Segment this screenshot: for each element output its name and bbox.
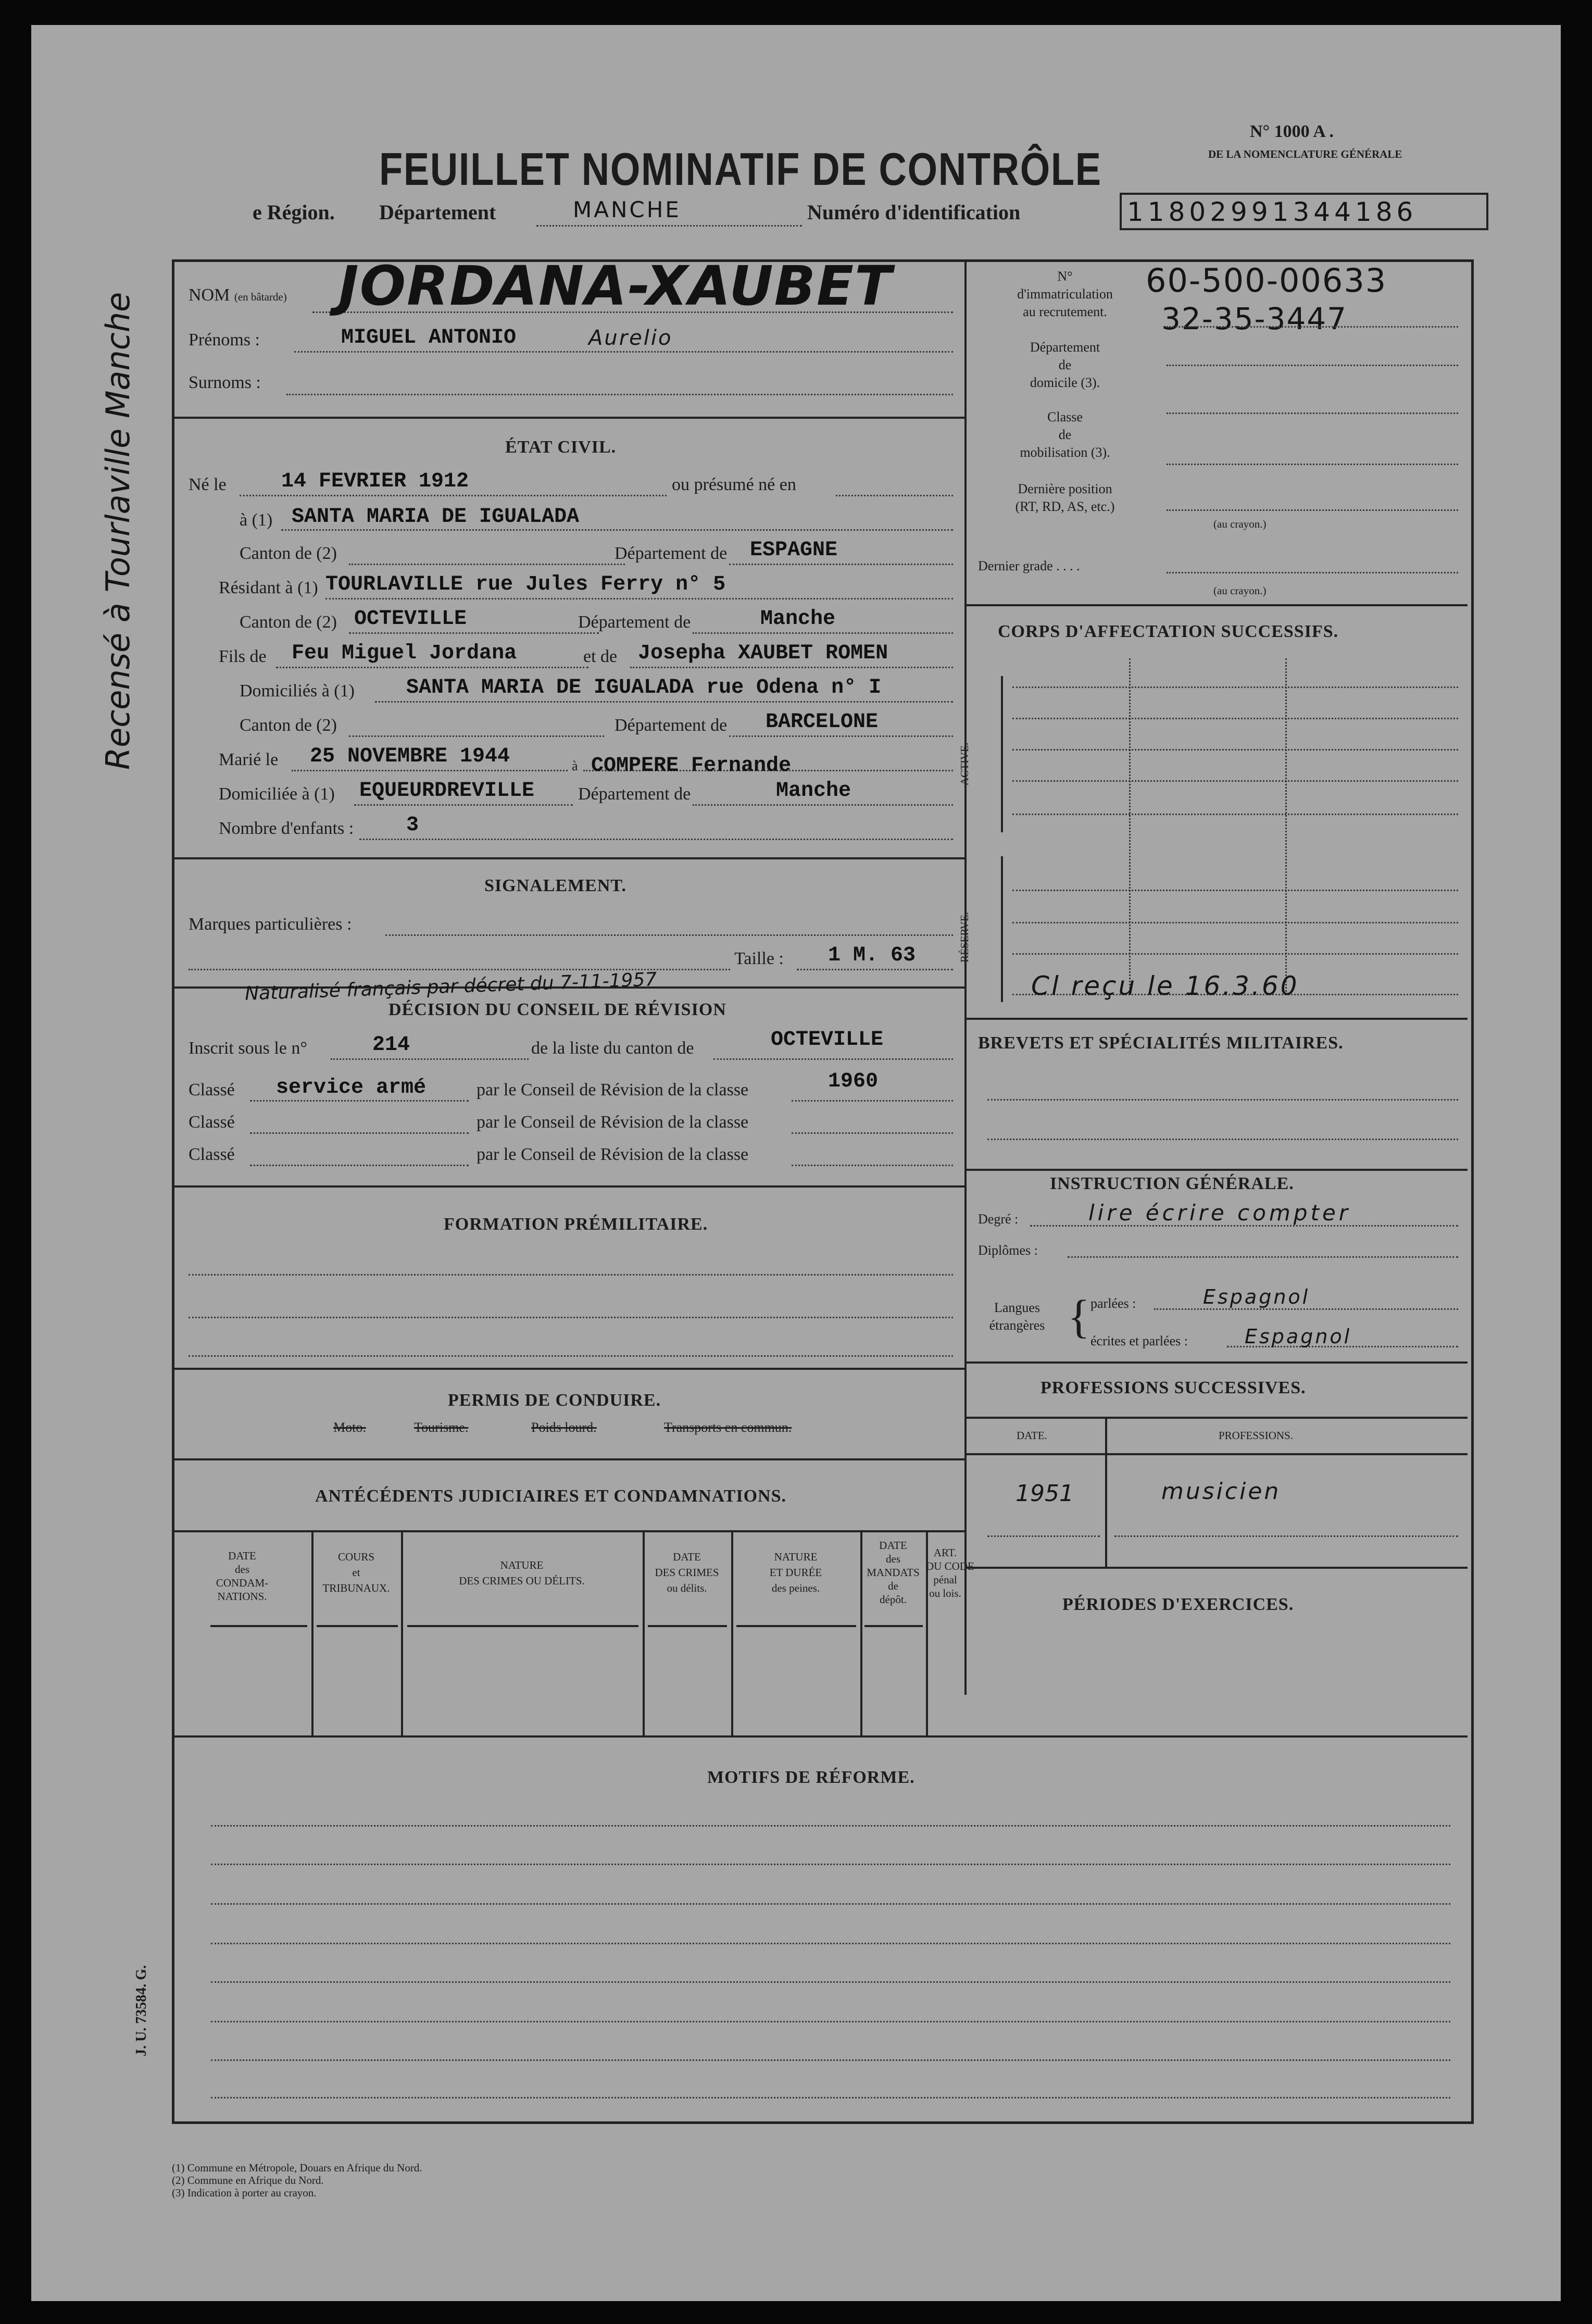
degre-value: lire écrire compter [1088, 1200, 1351, 1226]
ne-le-label: Né le [189, 475, 227, 494]
ne-a-label: à (1) [240, 510, 273, 530]
permis-heading: PERMIS DE CONDUIRE. [448, 1391, 661, 1410]
au-crayon-2: (au crayon.) [1213, 584, 1267, 597]
classe-1-year: 1960 [828, 1070, 879, 1093]
immat-value-2: 32-35-3447 [1161, 301, 1348, 336]
classe-mob-label: Classe de mobilisation (3). [1020, 409, 1110, 460]
col-date-mandats: DATE des MANDATS de dépôt. [867, 1539, 920, 1606]
identification-value: 11802991344186 [1127, 197, 1418, 227]
dept-domicile-label: Département de domicile (3). [1030, 340, 1100, 390]
prof-date-col: DATE. [1017, 1429, 1047, 1442]
dernier-grade-label: Dernier grade . . . . [978, 558, 1080, 573]
corps-heading: CORPS D'AFFECTATION SUCCESSIFS. [998, 622, 1339, 641]
col-cours-tribunaux: COURS et TRIBUNAUX. [322, 1551, 390, 1594]
departement-value: MANCHE [573, 197, 681, 222]
col-nature-peines: NATURE ET DURÉE des peines. [769, 1551, 822, 1594]
dept-3-label: Département de [615, 716, 728, 735]
instruction-heading: INSTRUCTION GÉNÉRALE. [1050, 1174, 1294, 1193]
canton-3-label: Canton de (2) [240, 716, 337, 735]
langues-label: Langues étrangères [989, 1300, 1045, 1333]
taille-label: Taille : [734, 949, 784, 968]
dept-4-label: Département de [578, 784, 691, 804]
classe-1-label: Classé [189, 1080, 235, 1099]
conseil-heading: DÉCISION DU CONSEIL DE RÉVISION [388, 1000, 726, 1019]
permis-poids-lourd: Poids lourd. [531, 1420, 597, 1435]
par-conseil-3-label: par le Conseil de Révision de la classe [477, 1145, 749, 1164]
reserve-label: RÉSERVE. [958, 912, 971, 963]
canton-1-label: Canton de (2) [240, 544, 337, 563]
domicilies-label: Domiciliés à (1) [240, 681, 355, 701]
departement-label: Département [379, 201, 496, 224]
prenoms-value: MIGUEL ANTONIO [341, 326, 517, 349]
dept-1-label: Département de [615, 544, 728, 563]
et-de-label: et de [583, 647, 618, 666]
derniere-position-label: Dernière position (RT, RD, AS, etc.) [1015, 481, 1115, 514]
parlees-value: Espagnol [1203, 1285, 1310, 1308]
canton-2-value: OCTEVILLE [354, 607, 467, 631]
footnote-1: (1) Commune en Métropole, Douars en Afrique du Nord. [172, 2161, 422, 2174]
par-conseil-2-label: par le Conseil de Révision de la classe [477, 1113, 749, 1132]
ne-a-value: SANTA MARIA DE IGUALADA [292, 505, 580, 529]
print-code: J. U. 73584. G. [133, 1965, 149, 2056]
nomenclature-label: DE LA NOMENCLATURE GÉNÉRALE [1208, 148, 1402, 160]
mere-value: Josepha XAUBET ROMEN [638, 642, 888, 665]
col-date-condamnations: DATE des CONDAM- NATIONS. [216, 1550, 269, 1603]
naturalise-note: Naturalisé français par décret du 7-11-1957 [244, 969, 657, 1005]
identification-label: Numéro d'identification [807, 201, 1021, 224]
signalement-heading: SIGNALEMENT. [484, 876, 627, 895]
par-conseil-1-label: par le Conseil de Révision de la classe [477, 1080, 749, 1099]
resident-label: Résidant à (1) [219, 578, 318, 597]
antecedents-heading: ANTÉCÉDENTS JUDICIAIRES ET CONDAMNATIONS. [315, 1486, 787, 1506]
ecrites-value: Espagnol [1245, 1325, 1352, 1348]
permis-transports: Transports en commun. [664, 1420, 792, 1435]
presume-label: ou présumé né en [672, 475, 796, 494]
periodes-heading: PÉRIODES D'EXERCICES. [1062, 1595, 1294, 1614]
dept-2-label: Département de [578, 613, 691, 632]
classe-2-label: Classé [189, 1113, 235, 1132]
pere-value: Feu Miguel Jordana [292, 642, 517, 665]
permis-tourisme: Tourisme. [414, 1420, 469, 1435]
footnote-2: (2) Commune en Afrique du Nord. [172, 2174, 324, 2186]
fils-de-label: Fils de [219, 647, 267, 666]
au-crayon-1: (au crayon.) [1213, 518, 1267, 530]
classe-1-value: service armé [276, 1076, 427, 1099]
liste-label: de la liste du canton de [531, 1039, 694, 1058]
permis-moto: Moto. [333, 1420, 366, 1435]
marie-value: 25 NOVEMBRE 1944 [310, 745, 510, 768]
prof-value: musicien [1161, 1478, 1281, 1505]
corps-note: Cl reçu le 16.3.60 [1031, 971, 1299, 1001]
langues-brace: { [1068, 1291, 1090, 1343]
inscrit-value: 214 [372, 1033, 410, 1057]
region-label: e Région. [253, 201, 335, 224]
margin-note: Recensé à Tourlaville Manche [99, 292, 137, 770]
enfants-label: Nombre d'enfants : [219, 819, 354, 838]
formation-heading: FORMATION PRÉMILITAIRE. [444, 1215, 708, 1234]
domiciliee-value: EQUEURDREVILLE [359, 779, 535, 803]
nom-value: JORDANA-XAUBET [339, 254, 893, 318]
liste-value: OCTEVILLE [771, 1028, 884, 1052]
domiciliee-label: Domiciliée à (1) [219, 784, 335, 804]
prenoms-label: Prénoms : [189, 330, 260, 349]
identification-box [1120, 193, 1488, 230]
dept-4-value: Manche [776, 779, 851, 803]
ne-le-value: 14 FEVRIER 1912 [281, 470, 469, 493]
diplomes-label: Diplômes : [978, 1243, 1038, 1258]
ecrites-label: écrites et parlées : [1090, 1333, 1188, 1348]
prof-date-value: 1951 [1016, 1480, 1074, 1507]
epouse-value: COMPERE Fernande [591, 754, 792, 778]
brevets-heading: BREVETS ET SPÉCIALITÉS MILITAIRES. [978, 1033, 1344, 1053]
footnote-3: (3) Indication à porter au crayon. [172, 2186, 317, 2199]
nom-label: NOM (en bâtarde) [189, 285, 287, 305]
prof-col: PROFESSIONS. [1219, 1429, 1293, 1442]
immat-value-1: 60-500-00633 [1146, 261, 1387, 299]
col-art-code: ART. DU CODE pénal ou lois. [926, 1546, 974, 1600]
marie-a-label: à [572, 758, 578, 773]
dept-1-value: ESPAGNE [750, 539, 838, 562]
etat-civil-heading: ÉTAT CIVIL. [505, 438, 617, 457]
footnotes [172, 2161, 422, 2199]
enfants-value: 3 [406, 814, 419, 837]
resident-value: TOURLAVILLE rue Jules Ferry n° 5 [325, 573, 726, 596]
dept-3-value: BARCELONE [766, 710, 879, 734]
degre-label: Degré : [978, 1211, 1019, 1227]
immat-label: N° d'immatriculation au recrutement. [1017, 269, 1113, 319]
canton-2-label: Canton de (2) [240, 613, 337, 632]
col-date-crimes: DATE DES CRIMES ou délits. [655, 1551, 719, 1594]
parlees-label: parlées : [1090, 1296, 1136, 1311]
classe-3-label: Classé [189, 1145, 235, 1164]
page-title: FEUILLET NOMINATIF DE CONTRÔLE [379, 143, 1102, 195]
active-label: ACTIVE. [958, 742, 971, 785]
form-number: N° 1000 A . [1250, 122, 1334, 141]
marques-label: Marques particulières : [189, 915, 352, 934]
inscrit-label: Inscrit sous le n° [189, 1039, 307, 1058]
domicilies-value: SANTA MARIA DE IGUALADA rue Odena n° I [406, 676, 882, 699]
marie-label: Marié le [219, 750, 279, 769]
professions-heading: PROFESSIONS SUCCESSIVES. [1041, 1378, 1306, 1397]
motifs-heading: MOTIFS DE RÉFORME. [707, 1768, 915, 1787]
col-nature-crimes: NATURE DES CRIMES OU DÉLITS. [459, 1559, 585, 1587]
taille-value: 1 M. 63 [828, 944, 916, 967]
control-sheet [31, 25, 1561, 2301]
surnoms-label: Surnoms : [189, 373, 261, 392]
prenoms-handwritten: Aurelio [588, 326, 673, 350]
dept-2-value: Manche [760, 607, 836, 631]
